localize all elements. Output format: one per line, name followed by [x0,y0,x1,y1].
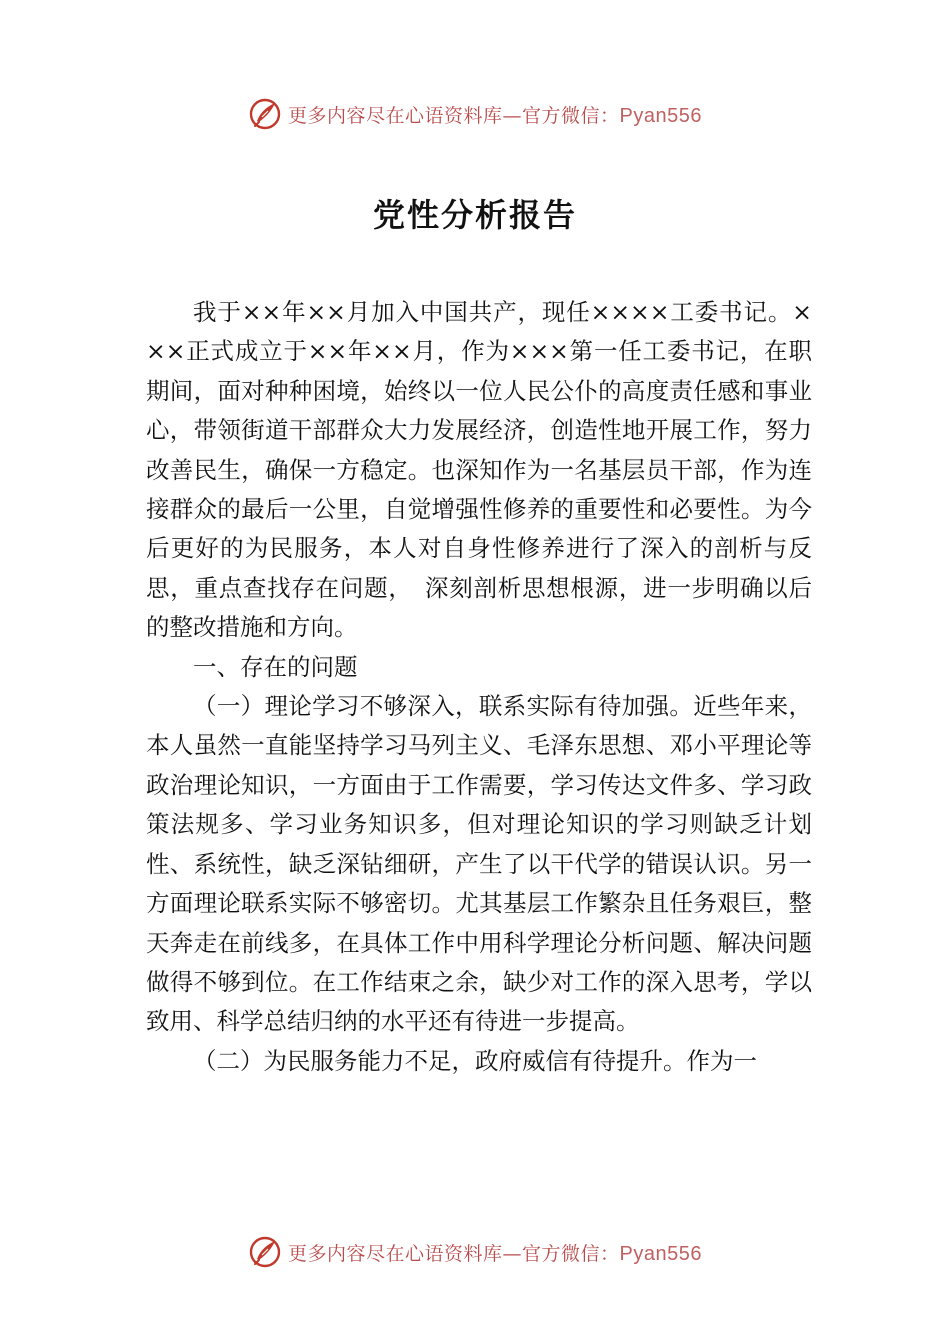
header-banner [0,94,950,134]
footer-banner [0,1232,950,1272]
document-title: 党性分析报告 [372,196,577,234]
wechat-id: Pyan556 [619,104,702,127]
item-2-paragraph: （二）为民服务能力不足，政府威信有待提升。作为一 [193,1046,757,1075]
document-body [146,293,812,1081]
quill-pen-logo-icon [248,97,282,131]
header-banner-text: 更多内容尽在心语资料库—官方微信：Pyan556 [288,104,702,127]
wechat-id: Pyan556 [619,1242,702,1265]
footer-banner-text: 更多内容尽在心语资料库—官方微信：Pyan556 [288,1242,702,1265]
quill-pen-logo-icon [248,1235,282,1269]
intro-paragraph: 我于××年××月加入中国共产，现任××××工委书记。×××正式成立于××年××月，作为×××第一任工委书记，在职期间，面对种种困境，始终以一位人民公仆的高度责任感和事业心，带领街道干部群众大力发展经济，创造性地开展工作，努力改善民生，确保一方稳定。也深知作为一名基层员干部，作为连接群众的最后一公里，自觉增强性修养的重要性和必要性。为今后更好的为民服务，本人对自身性修养进行了深入的剖析与反思，重点查找存在问题， 深刻剖析思想根源，进一步明确以后的整改措施和方向。 [146,298,812,642]
item-1-paragraph: （一）理论学习不够深入，联系实际有待加强。近些年来，本人虽然一直能坚持学习马列主义、毛泽东思想、邓小平理论等政治理论知识，一方面由于工作需要，学习传达文件多、学习政策法规多、学习业务知识多，但对理论知识的学习则缺乏计划性、系统性，缺乏深钻细研，产生了以干代学的错误认识。另一方面理论联系实际不够密切。尤其基层工作繁杂且任务艰巨，整天奔走在前线多，在具体工作中用科学理论分析问题、解决问题做得不够到位。在工作结束之余，缺少对工作的深入思考，学以致用、科学总结归纳的水平还有待进一步提高。 [146,692,812,1036]
section-heading: 一、存在的问题 [193,652,358,681]
